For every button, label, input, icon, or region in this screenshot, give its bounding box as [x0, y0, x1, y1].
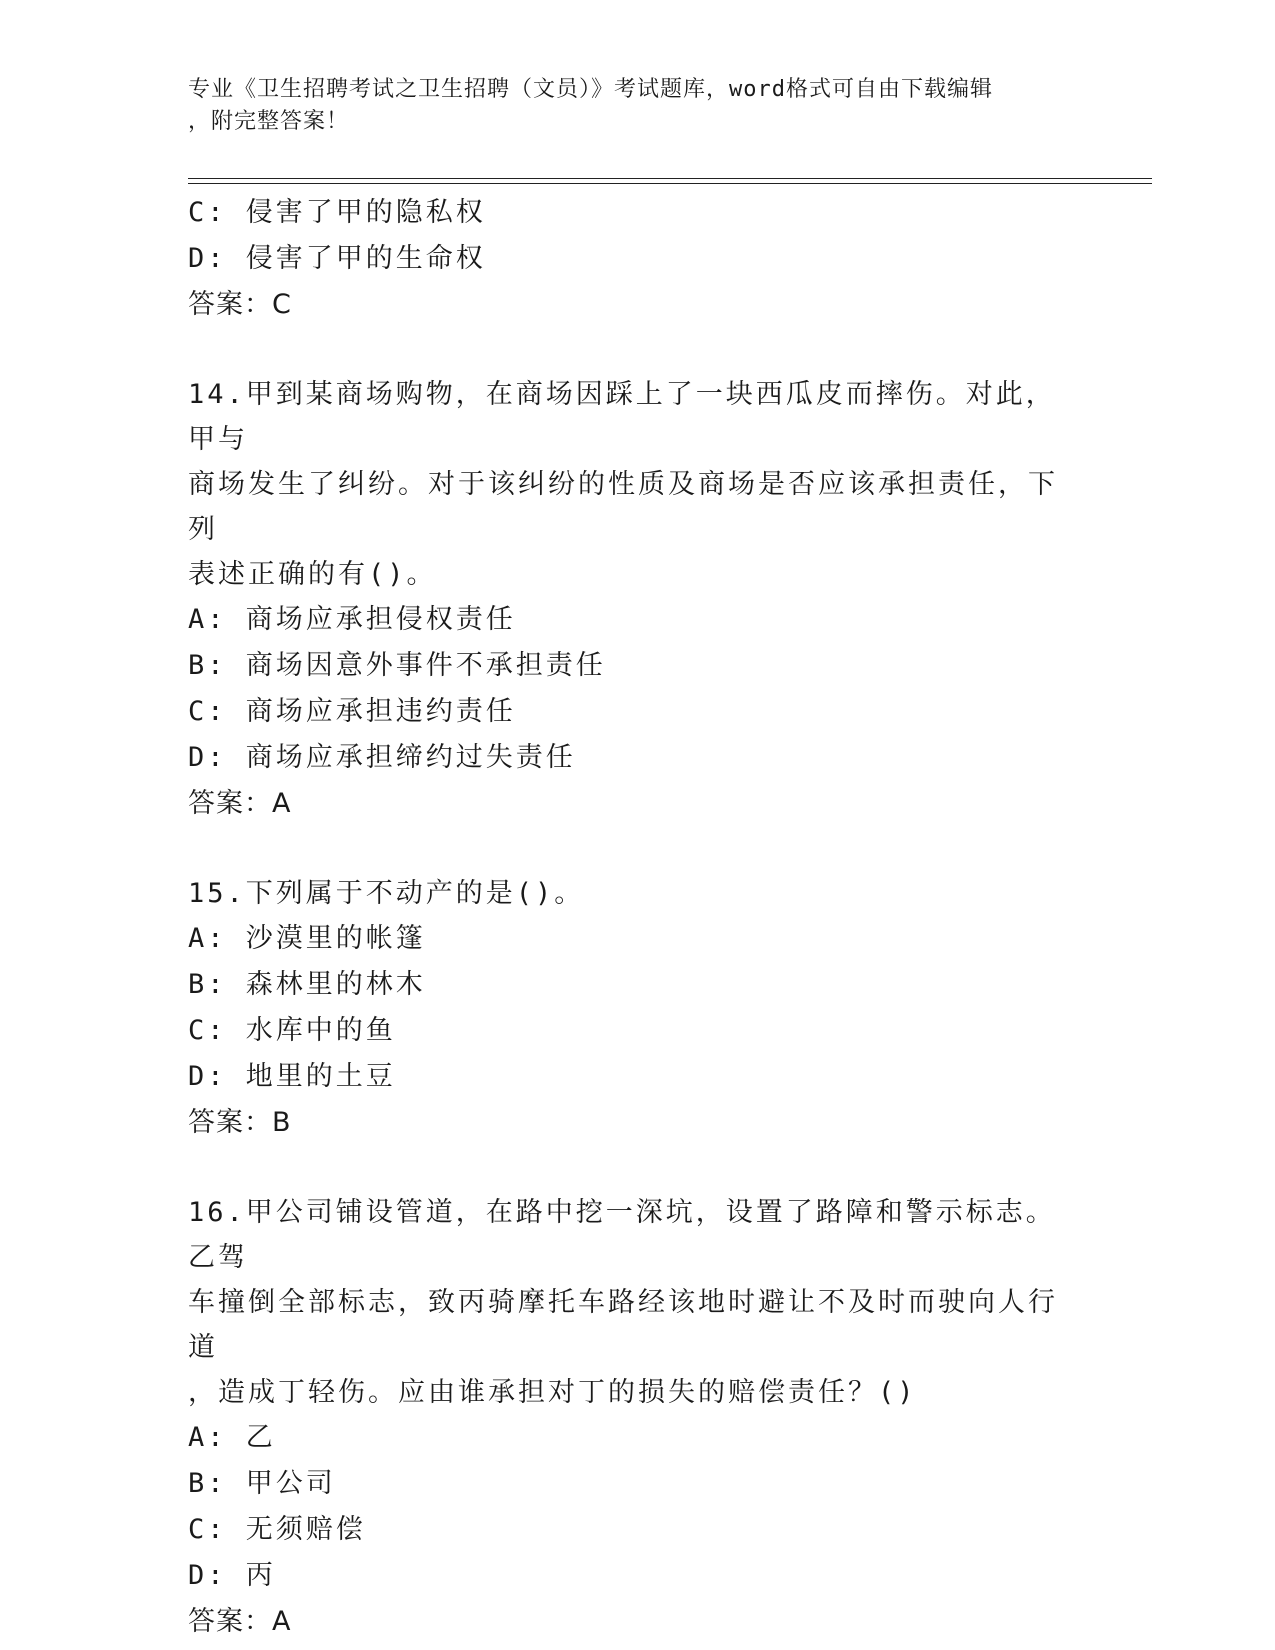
- option-d: D: 商场应承担缔约过失责任: [188, 742, 576, 773]
- answer-line: 答案：A: [188, 1606, 292, 1637]
- header-divider-top: [188, 178, 1152, 179]
- option-a: A: 沙漠里的帐篷: [188, 923, 426, 954]
- option-c: C: 商场应承担违约责任: [188, 696, 516, 727]
- option-d: D: 侵害了甲的生命权: [188, 243, 486, 274]
- option-d: D: 地里的土豆: [188, 1061, 396, 1092]
- question-13-tail: [188, 190, 1088, 328]
- option-a: A: 乙: [188, 1422, 276, 1453]
- question-text: 15.下列属于不动产的是()。: [188, 878, 585, 909]
- question-15: [188, 871, 1088, 1146]
- header-divider-bottom: [188, 183, 1152, 184]
- option-a: A: 商场应承担侵权责任: [188, 604, 516, 635]
- option-b: B: 森林里的林木: [188, 969, 426, 1000]
- option-b: B: 商场因意外事件不承担责任: [188, 650, 606, 681]
- option-d: D: 丙: [188, 1560, 276, 1591]
- question-list: [188, 190, 1088, 1645]
- document-header: 专业《卫生招聘考试之卫生招聘（文员）》考试题库，word格式可自由下载编辑 ，附完整答案！: [188, 77, 993, 134]
- question-16: [188, 1190, 1088, 1645]
- option-c: C: 无须赔偿: [188, 1514, 366, 1545]
- answer-line: 答案：B: [188, 1107, 292, 1138]
- option-b: B: 甲公司: [188, 1468, 336, 1499]
- question-text: 16.甲公司铺设管道，在路中挖一深坑，设置了路障和警示标志。乙驾 车撞倒全部标志，致丙骑摩托车路经该地时避让不及时而驶向人行道 ，造成丁轻伤。应由谁承担对丁的损失的赔偿责任？(): [188, 1197, 1058, 1408]
- question-text: 14.甲到某商场购物，在商场因踩上了一块西瓜皮而摔伤。对此，甲与 商场发生了纠纷。对于该纠纷的性质及商场是否应该承担责任，下列 表述正确的有()。: [188, 379, 1058, 590]
- answer-line: 答案：A: [188, 788, 292, 819]
- question-14: [188, 372, 1088, 827]
- answer-line: 答案：C: [188, 289, 292, 320]
- option-c: C: 侵害了甲的隐私权: [188, 197, 486, 228]
- option-c: C: 水库中的鱼: [188, 1015, 396, 1046]
